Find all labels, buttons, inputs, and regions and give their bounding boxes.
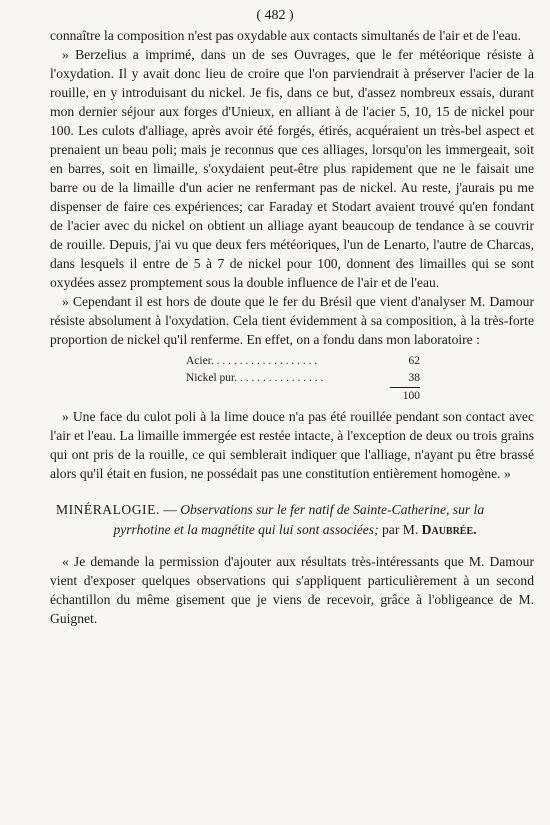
paragraph-culot: » Une face du culot poli à la lime douce n'a pas été rouillée pendant son contact avec l'air et l'eau. La limaille immergée est restée intacte, à l'exception de deux ou trois grains qui ont pris de la rouille, ce qui semblerait indiquer que l'alliage, n'ayant pu être brassé alors qu'il était en fusion, ne possédait pas une constitution entièrement homogène. » (50, 409, 534, 481)
composition-value: 62 (408, 355, 420, 367)
paragraph-berzelius: » Berzelius a imprimé, dans un de ses Ouvrages, que le fer météorique résiste à l'oxydation. Il y avait donc lieu de croire que l'on parviendrait à préserver l'acier de la rouille, en y introduisant du nickel. Je fis, dans ce but, d'assez nombreux essais, durant mon dernier séjour aux forges d'Unieux, en alliant à de l'acier 5, 10, 15 de nickel pour 100. Les culots d'alliage, après avoir été forgés, étirés, acquéraient un très-bel aspect et prenaient un beau poli; mais je reconnus que ces alliages, lorsqu'on les immergeait, soit en barres, soit en limaille, s'oxydaient peut-être plus rapidement que ne le faisait une barre ou de la limaille d'un acier ne renfermant pas de nickel. Au reste, j'aurais pu me dispenser de faire ces expériences; car Faraday et Stodart avaient trouvé qu'en fondant de l'acier avec du nickel on obtient un alliage ayant beaucoup de tendance à se couvrir de rouille. Depuis, j'ai vu que deux fers météoriques, l'un de Lenarto, l'autre de Charcas, dans lesquels il entre de 5 à 7 de nickel pour 100, donnent des limailles qui se sont oxydées assez promptement sous la double influence de l'air et de l'eau. (50, 47, 534, 290)
section-discipline: MINÉRALOGIE. (56, 502, 160, 517)
section-title-line1: Observations sur le fer natif de Sainte-Catherine, sur la (180, 502, 485, 517)
section-title-line2: pyrrhotine et la magnétite qui lui sont associées; (113, 522, 379, 537)
spacer (50, 540, 534, 552)
paragraph-continuation: connaître la composition n'est pas oxydable aux contacts simultanés de l'air et de l'eau. (50, 28, 521, 43)
paragraph-bresil: » Cependant il est hors de doute que le fer du Brésil que vient d'analyser M. Damour résiste absolument à l'oxydation. Cela tient évidemment à sa composition, à la très-forte proportion de nickel qu'il renferme. En effet, on a fondu dans mon laboratoire : (50, 294, 534, 347)
section-title-line2-wrap (56, 520, 534, 540)
composition-row-acier (186, 353, 420, 370)
composition-label: Acier. . . . . . . . . . . . . . . . . . . (186, 355, 318, 367)
section-by: par M. (378, 522, 422, 537)
composition-label: Nickel pur. . . . . . . . . . . . . . . . (186, 372, 324, 384)
section-author: Daubrée. (421, 522, 477, 537)
composition-table (186, 353, 534, 405)
page-number: ( 482 ) (256, 8, 294, 23)
section-heading (56, 500, 534, 540)
composition-value: 38 (408, 372, 420, 384)
composition-total: 100 (390, 387, 420, 405)
composition-total-row (186, 387, 420, 405)
composition-row-nickel (186, 370, 420, 387)
section-dash: — (159, 502, 181, 517)
paragraph-daubree: « Je demande la permission d'ajouter aux résultats très-intéressants que M. Damour vient d'exposer quelques observations qui s'appliquent particulièrement à un second échantillon du même gisement que je viens de recevoir, grâce à l'obligeance de M. Guignet. (50, 554, 534, 626)
